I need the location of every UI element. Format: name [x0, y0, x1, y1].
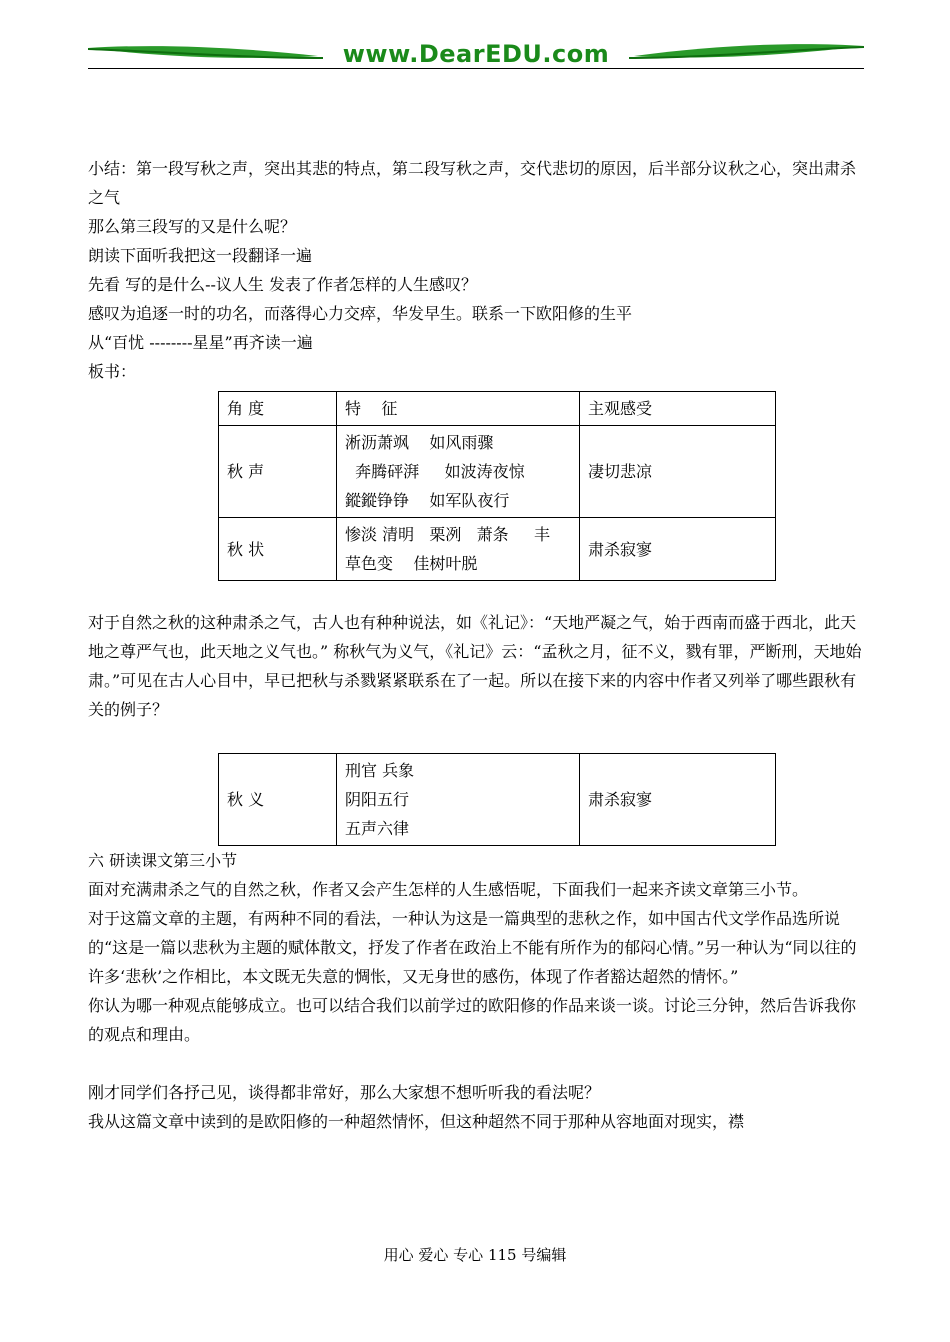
spacer [88, 581, 864, 608]
feature-line: 刑官 兵象 [345, 761, 415, 780]
table-header-row [219, 392, 776, 426]
teacher-view-paragraph: 刚才同学们各抒己见，谈得都非常好，那么大家想不想听听我的看法呢？ [88, 1083, 601, 1102]
summary-paragraph: 小结：第一段写秋之声，突出其悲的特点，第二段写秋之声，交代悲切的原因，后半部分议秋之心，突出肃杀之气 [88, 159, 857, 207]
feature-line: 鏦鏦铮铮 如军队夜行 [345, 491, 510, 510]
header-features: 特 征 [337, 392, 580, 426]
row-angle: 秋 声 [219, 426, 337, 518]
site-logo-text: www.DearEDU.com [342, 40, 610, 68]
reading-paragraph: 朗读下面听我把这一段翻译一遍 [88, 246, 313, 265]
row-angle: 秋 义 [219, 754, 337, 846]
question-paragraph: 那么第三段写的又是什么呢？ [88, 217, 297, 236]
look-paragraph: 先看 写的是什么--议人生 发表了作者怎样的人生感叹？ [88, 275, 477, 294]
theme-paragraph: 对于这篇文章的主题，有两种不同的看法，一种认为这是一篇典型的悲秋之作，如中国古代文学作品选所说的“这是一篇以悲秋为主题的赋体散文，抒发了作者在政治上不能有所作为的郁闷心情。”另一种认为“同以往的许多‘悲秋’之作相比，本文既无失意的惆怅，又无身世的感伤，体现了作者豁达超然的情怀。” [88, 909, 857, 986]
blackboard-table [218, 391, 776, 581]
row-features [337, 426, 580, 518]
row-feeling: 凄切悲凉 [580, 426, 776, 518]
spacer [88, 724, 864, 753]
lament-paragraph: 感叹为追逐一时的功名，而落得心力交瘁，华发早生。联系一下欧阳修的生平 [88, 304, 633, 323]
header-angle: 角 度 [219, 392, 337, 426]
page-header [88, 36, 864, 72]
page-footer: 用心 爱心 专心 115 号编辑 [383, 1246, 567, 1264]
discussion-paragraph: 你认为哪一种观点能够成立。也可以结合我们以前学过的欧阳修的作品来谈一谈。讨论三分钟，然后告诉我你的观点和理由。 [88, 996, 857, 1044]
feature-line: 淅沥萧飒 如风雨骤 [345, 433, 494, 452]
feature-line: 阴阳五行 [345, 790, 410, 809]
header-rule [88, 68, 864, 69]
document-body [88, 154, 864, 1136]
header-feeling: 主观感受 [580, 392, 776, 426]
row-features [337, 518, 580, 581]
table-row [219, 754, 776, 846]
table-row [219, 426, 776, 518]
section-heading: 六 研读课文第三小节 [88, 851, 238, 870]
blackboard-label: 板书： [88, 362, 137, 381]
interpretation-paragraph: 我从这篇文章中读到的是欧阳修的一种超然情怀，但这种超然不同于那种从容地面对现实，襟 [88, 1112, 745, 1131]
feature-line: 奔腾砰湃 如波涛夜惊 [345, 462, 525, 481]
feature-line: 惨淡 清明 栗冽 萧条 丰 [345, 525, 551, 544]
row-angle: 秋 状 [219, 518, 337, 581]
table-row [219, 518, 776, 581]
row-feeling: 肃杀寂寥 [580, 754, 776, 846]
row-features [337, 754, 580, 846]
ancient-view-paragraph: 对于自然之秋的这种肃杀之气，古人也有种种说法，如《礼记》：“天地严凝之气，始于西南而盛于西北，此天地之尊严气也，此天地之义气也。” 称秋气为义气，《礼记》云：“孟秋之月，征不义，戮有罪，严断刑，天地始肃。”可见在古人心目中，早已把秋与杀戮紧紧联系在了一起。所以在接下来的内容中作者又列举了哪些跟秋有关的例子？ [88, 613, 862, 719]
reread-paragraph: 从“百忧 --------星星”再齐读一遍 [88, 333, 313, 352]
feature-line: 五声六律 [345, 819, 410, 838]
row-feeling: 肃杀寂寥 [580, 518, 776, 581]
reading-prompt-paragraph: 面对充满肃杀之气的自然之秋，作者又会产生怎样的人生感悟呢，下面我们一起来齐读文章第三小节。 [88, 880, 809, 899]
autumn-meaning-table [218, 753, 776, 846]
feature-line: 草色变 佳树叶脱 [345, 554, 478, 573]
spacer [88, 1049, 864, 1078]
